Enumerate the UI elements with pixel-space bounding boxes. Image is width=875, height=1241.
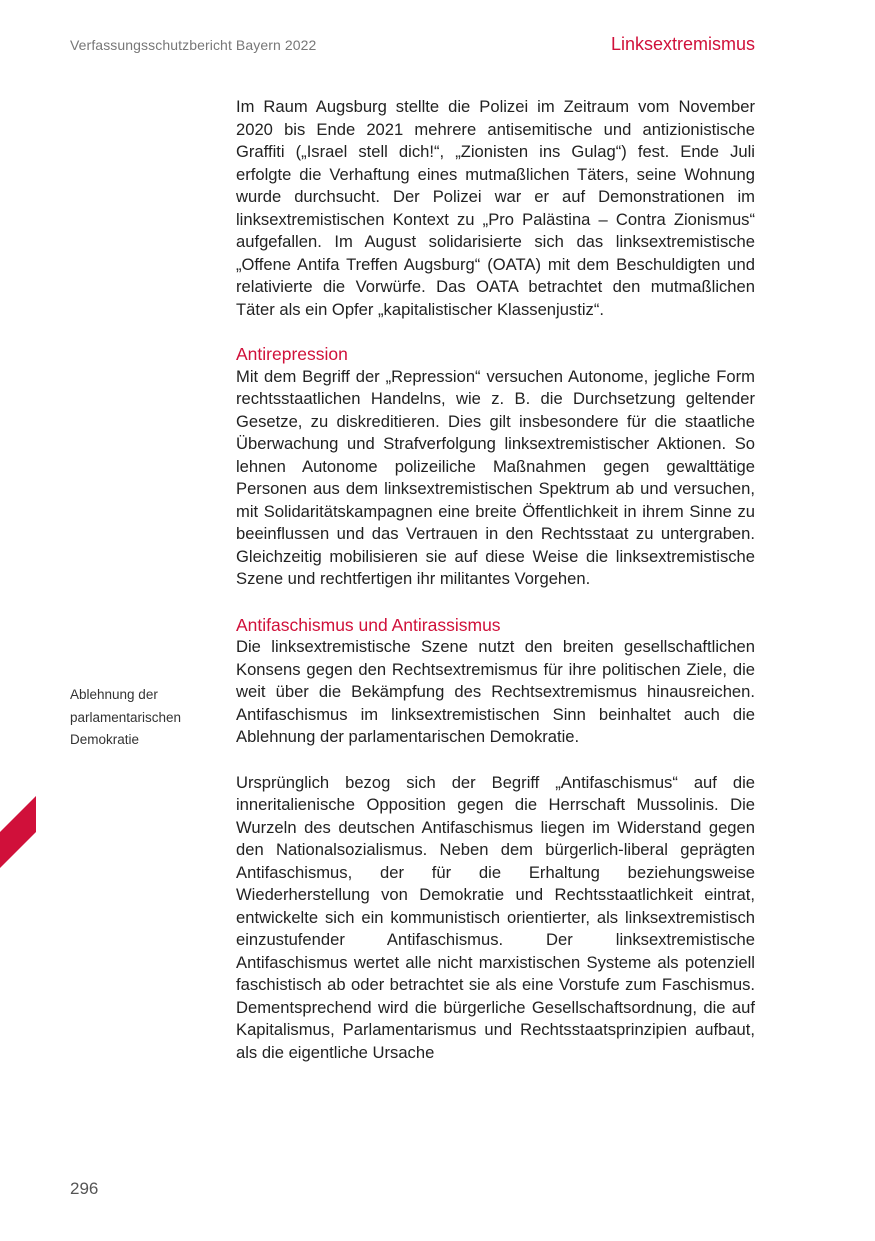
chapter-tab-marker	[0, 796, 36, 868]
antirepression-paragraph: Mit dem Begriff der „Repression“ versuchen Autonome, jegliche Form rechtsstaatlichen Handelns, wie z. B. die Durchsetzung geltender Gesetze, zu diskreditieren. Dies gilt insbesondere für die staatliche Überwachung und Strafverfolgung linksextremistischer Aktionen. So lehnen Autonome polizeiliche Maßnahmen gegen gewalttätige Personen aus dem linksextremistischen Spektrum ab und versuchen, mit Solidaritätskampagnen eine breite Öffentlichkeit in ihrem Sinne zu beeinflussen und das Vertrauen in den Rechtsstaat zu untergraben. Gleichzeitig mobilisieren sie auf diese Weise die linksextremistische Szene und rechtfertigen ihr militantes Vorgehen.	[236, 366, 755, 588]
running-header-chapter: Linksextremismus	[610, 34, 755, 54]
main-text-column	[236, 96, 755, 1064]
running-header-publication: Verfassungsschutzbericht Bayern 2022	[70, 37, 317, 53]
margin-note	[70, 684, 210, 752]
page-number: 296	[70, 1179, 99, 1198]
antifaschismus-paragraph-2: Ursprünglich bezog sich der Begriff „Antifaschismus“ auf die inneritalienische Opposition gegen die Herrschaft Mussolinis. Die Wurzeln des deutschen Antifaschismus liegen im Widerstand gegen den Nationalsozialismus. Neben dem bürgerlich-liberal geprägten Antifaschismus, der für die Erhaltung beziehungsweise Wiederherstellung von Demokratie und Rechtsstaatlichkeit eintrat, entwickelte sich ein kommunistisch orientierter, als linksextremistisch einzustufender Antifaschismus. Der linksextremistische Antifaschismus wertet alle nicht marxistischen Systeme als potenziell faschistisch ab oder betrachtet sie als eine Vorstufe zum Faschismus. Dementsprechend wird die bürgerliche Gesellschaftsordnung, die auf Kapitalismus, Parlamentarismus und Rechtsstaatsprinzipien aufbaut, als die eigentliche Ursache	[236, 772, 755, 1062]
antifaschismus-paragraph-1: Die linksextremistische Szene nutzt den breiten gesellschaftlichen Konsens gegen den Rechtsextremismus für ihre politischen Ziele, die weit über die Bekämpfung des Rechtsextremismus hinausreichen. Antifaschismus im linksextremistischen Sinn beinhaltet auch die Ablehnung der parlamentarischen Demokratie.	[236, 637, 755, 746]
intro-paragraph: Im Raum Augsburg stellte die Polizei im Zeitraum vom November 2020 bis Ende 2021 mehrere antisemitische und antizionistische Graffiti („Israel stell dich!“, „Zionisten ins Gulag“) fest. Ende Juli erfolgte die Verhaftung eines mutmaßlichen Täters, seine Wohnung wurde durchsucht. Der Polizei war er auf Demonstrationen im linksextremistischen Kontext zu „Pro Palästina – Contra Zionismus“ aufgefallen. Im August solidarisierte sich das linksextremistische „Offene Antifa Treffen Augsburg“ (OATA) mit dem Beschuldigten und relativierte die Vorwürfe. Das OATA betrachtet den mutmaßlichen Täter als ein Opfer „kapitalistischer Klassenjustiz“.	[236, 97, 755, 319]
margin-note-line-2: parlamentarischen	[70, 709, 182, 725]
section-heading-antifaschismus: Antifaschismus und Antirassismus	[236, 614, 501, 635]
section-heading-antirepression: Antirepression	[236, 344, 348, 364]
margin-note-line-3: Demokratie	[70, 732, 140, 747]
margin-note-line-1: Ablehnung der	[70, 687, 158, 702]
